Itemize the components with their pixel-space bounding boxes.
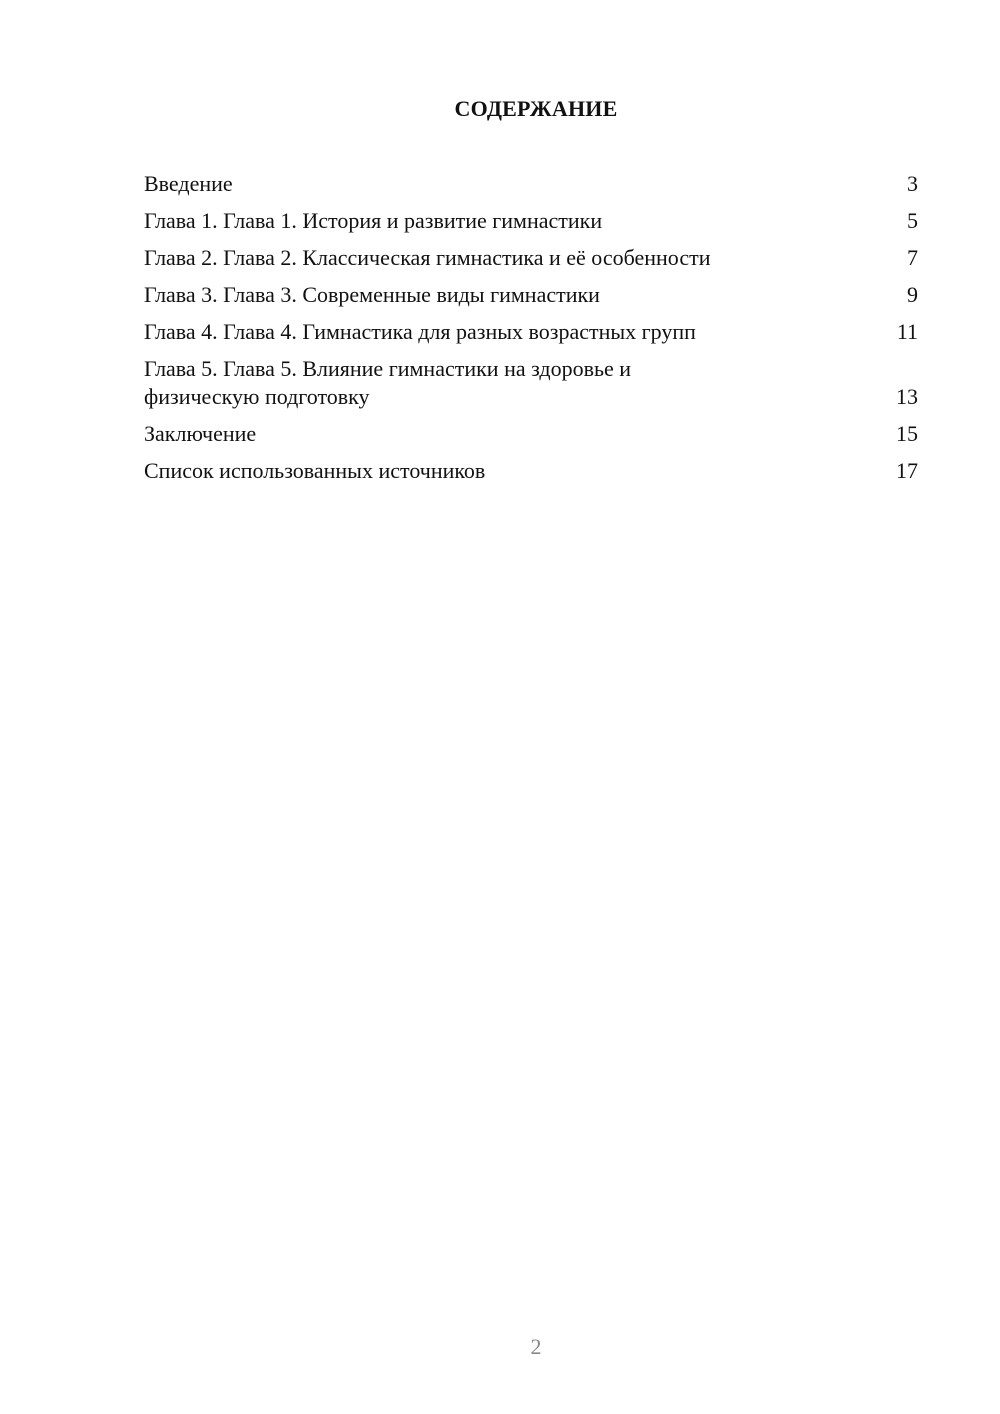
page-number: 2 bbox=[530, 1334, 542, 1359]
toc-entry-page: 3 bbox=[907, 171, 918, 196]
toc-entry-label: Глава 4. Глава 4. Гимнастика для разных возрастных групп bbox=[144, 319, 696, 344]
toc-entry-page: 7 bbox=[907, 245, 918, 270]
toc-entry-chapter-2[interactable] bbox=[144, 244, 918, 272]
toc-entry-page: 9 bbox=[907, 282, 918, 307]
toc-entry-page: 13 bbox=[896, 384, 918, 409]
toc-title: СОДЕРЖАНИЕ bbox=[454, 96, 618, 121]
toc-entry-chapter-5[interactable] bbox=[144, 355, 918, 411]
toc-entry-label: Глава 2. Глава 2. Классическая гимнастика и её особенности bbox=[144, 245, 711, 270]
toc-entry-label: Список использованных источников bbox=[144, 458, 486, 483]
toc-entry-introduction[interactable] bbox=[144, 170, 918, 198]
toc-entry-chapter-4[interactable] bbox=[144, 318, 918, 346]
toc-entry-label: Глава 1. Глава 1. История и развитие гимнастики bbox=[144, 208, 603, 233]
toc-entry-label: Введение bbox=[144, 171, 233, 196]
toc-entry-label: Глава 5. Глава 5. Влияние гимнастики на здоровье и физическую подготовку bbox=[144, 356, 632, 409]
toc-entry-label: Заключение bbox=[144, 421, 257, 446]
toc-entry-chapter-1[interactable] bbox=[144, 207, 918, 235]
toc-entry-conclusion[interactable] bbox=[144, 420, 918, 448]
table-of-contents bbox=[144, 170, 918, 494]
toc-entry-label: Глава 3. Глава 3. Современные виды гимнастики bbox=[144, 282, 600, 307]
toc-entry-page: 11 bbox=[896, 319, 918, 344]
toc-entry-page: 17 bbox=[896, 458, 918, 483]
toc-entry-page: 5 bbox=[907, 208, 918, 233]
toc-entry-page: 15 bbox=[896, 421, 918, 446]
toc-entry-references[interactable] bbox=[144, 457, 918, 485]
toc-entry-chapter-3[interactable] bbox=[144, 281, 918, 309]
